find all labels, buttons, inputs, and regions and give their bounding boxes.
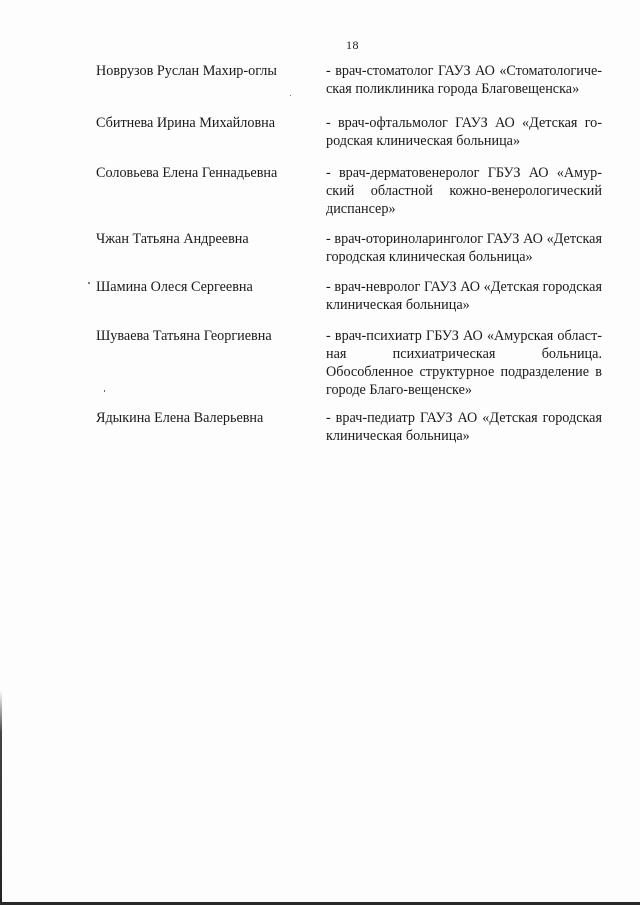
- entry-description: - врач-стоматолог ГАУЗ АО «Стоматологиче-ская поликлиника города Благовещенска»: [326, 63, 602, 97]
- entry-name: Соловьева Елена Геннадьевна: [96, 165, 278, 181]
- entry-name: Чжан Татьяна Андреевна: [96, 231, 249, 247]
- entry-description: - врач-дерматовенеролог ГБУЗ АО «Амур-ский областной кожно-венерологический диспансер»: [326, 165, 602, 217]
- scan-speck: [88, 282, 90, 284]
- scan-speck: [290, 95, 291, 96]
- scan-speck: [104, 390, 105, 392]
- entry-description: - врач-невролог ГАУЗ АО «Детская городская клиническая больница»: [326, 279, 602, 313]
- entry-name: Шамина Олеся Сергеевна: [96, 279, 253, 295]
- entry-description: - врач-офтальмолог ГАУЗ АО «Детская го-родская клиническая больница»: [326, 115, 602, 149]
- entry-name: Шуваева Татьяна Георгиевна: [96, 328, 272, 344]
- page-number: 18: [346, 38, 359, 52]
- entry-description: - врач-оториноларинголог ГАУЗ АО «Детская городская клиническая больница»: [326, 231, 602, 265]
- scan-edge-left: [0, 690, 2, 905]
- entry-description: - врач-педиатр ГАУЗ АО «Детская городская клиническая больница»: [326, 410, 602, 444]
- entry-name: Сбитнева Ирина Михайловна: [96, 115, 276, 131]
- entry-name: Ядыкина Елена Валерьевна: [96, 410, 264, 426]
- entry-description: - врач-психиатр ГБУЗ АО «Амурская област-ная психиатрическая больница. Обособленное структурное подразделение в городе Благо-вещенске»: [326, 328, 602, 398]
- entry-name: Новрузов Руслан Махир-оглы: [96, 63, 277, 79]
